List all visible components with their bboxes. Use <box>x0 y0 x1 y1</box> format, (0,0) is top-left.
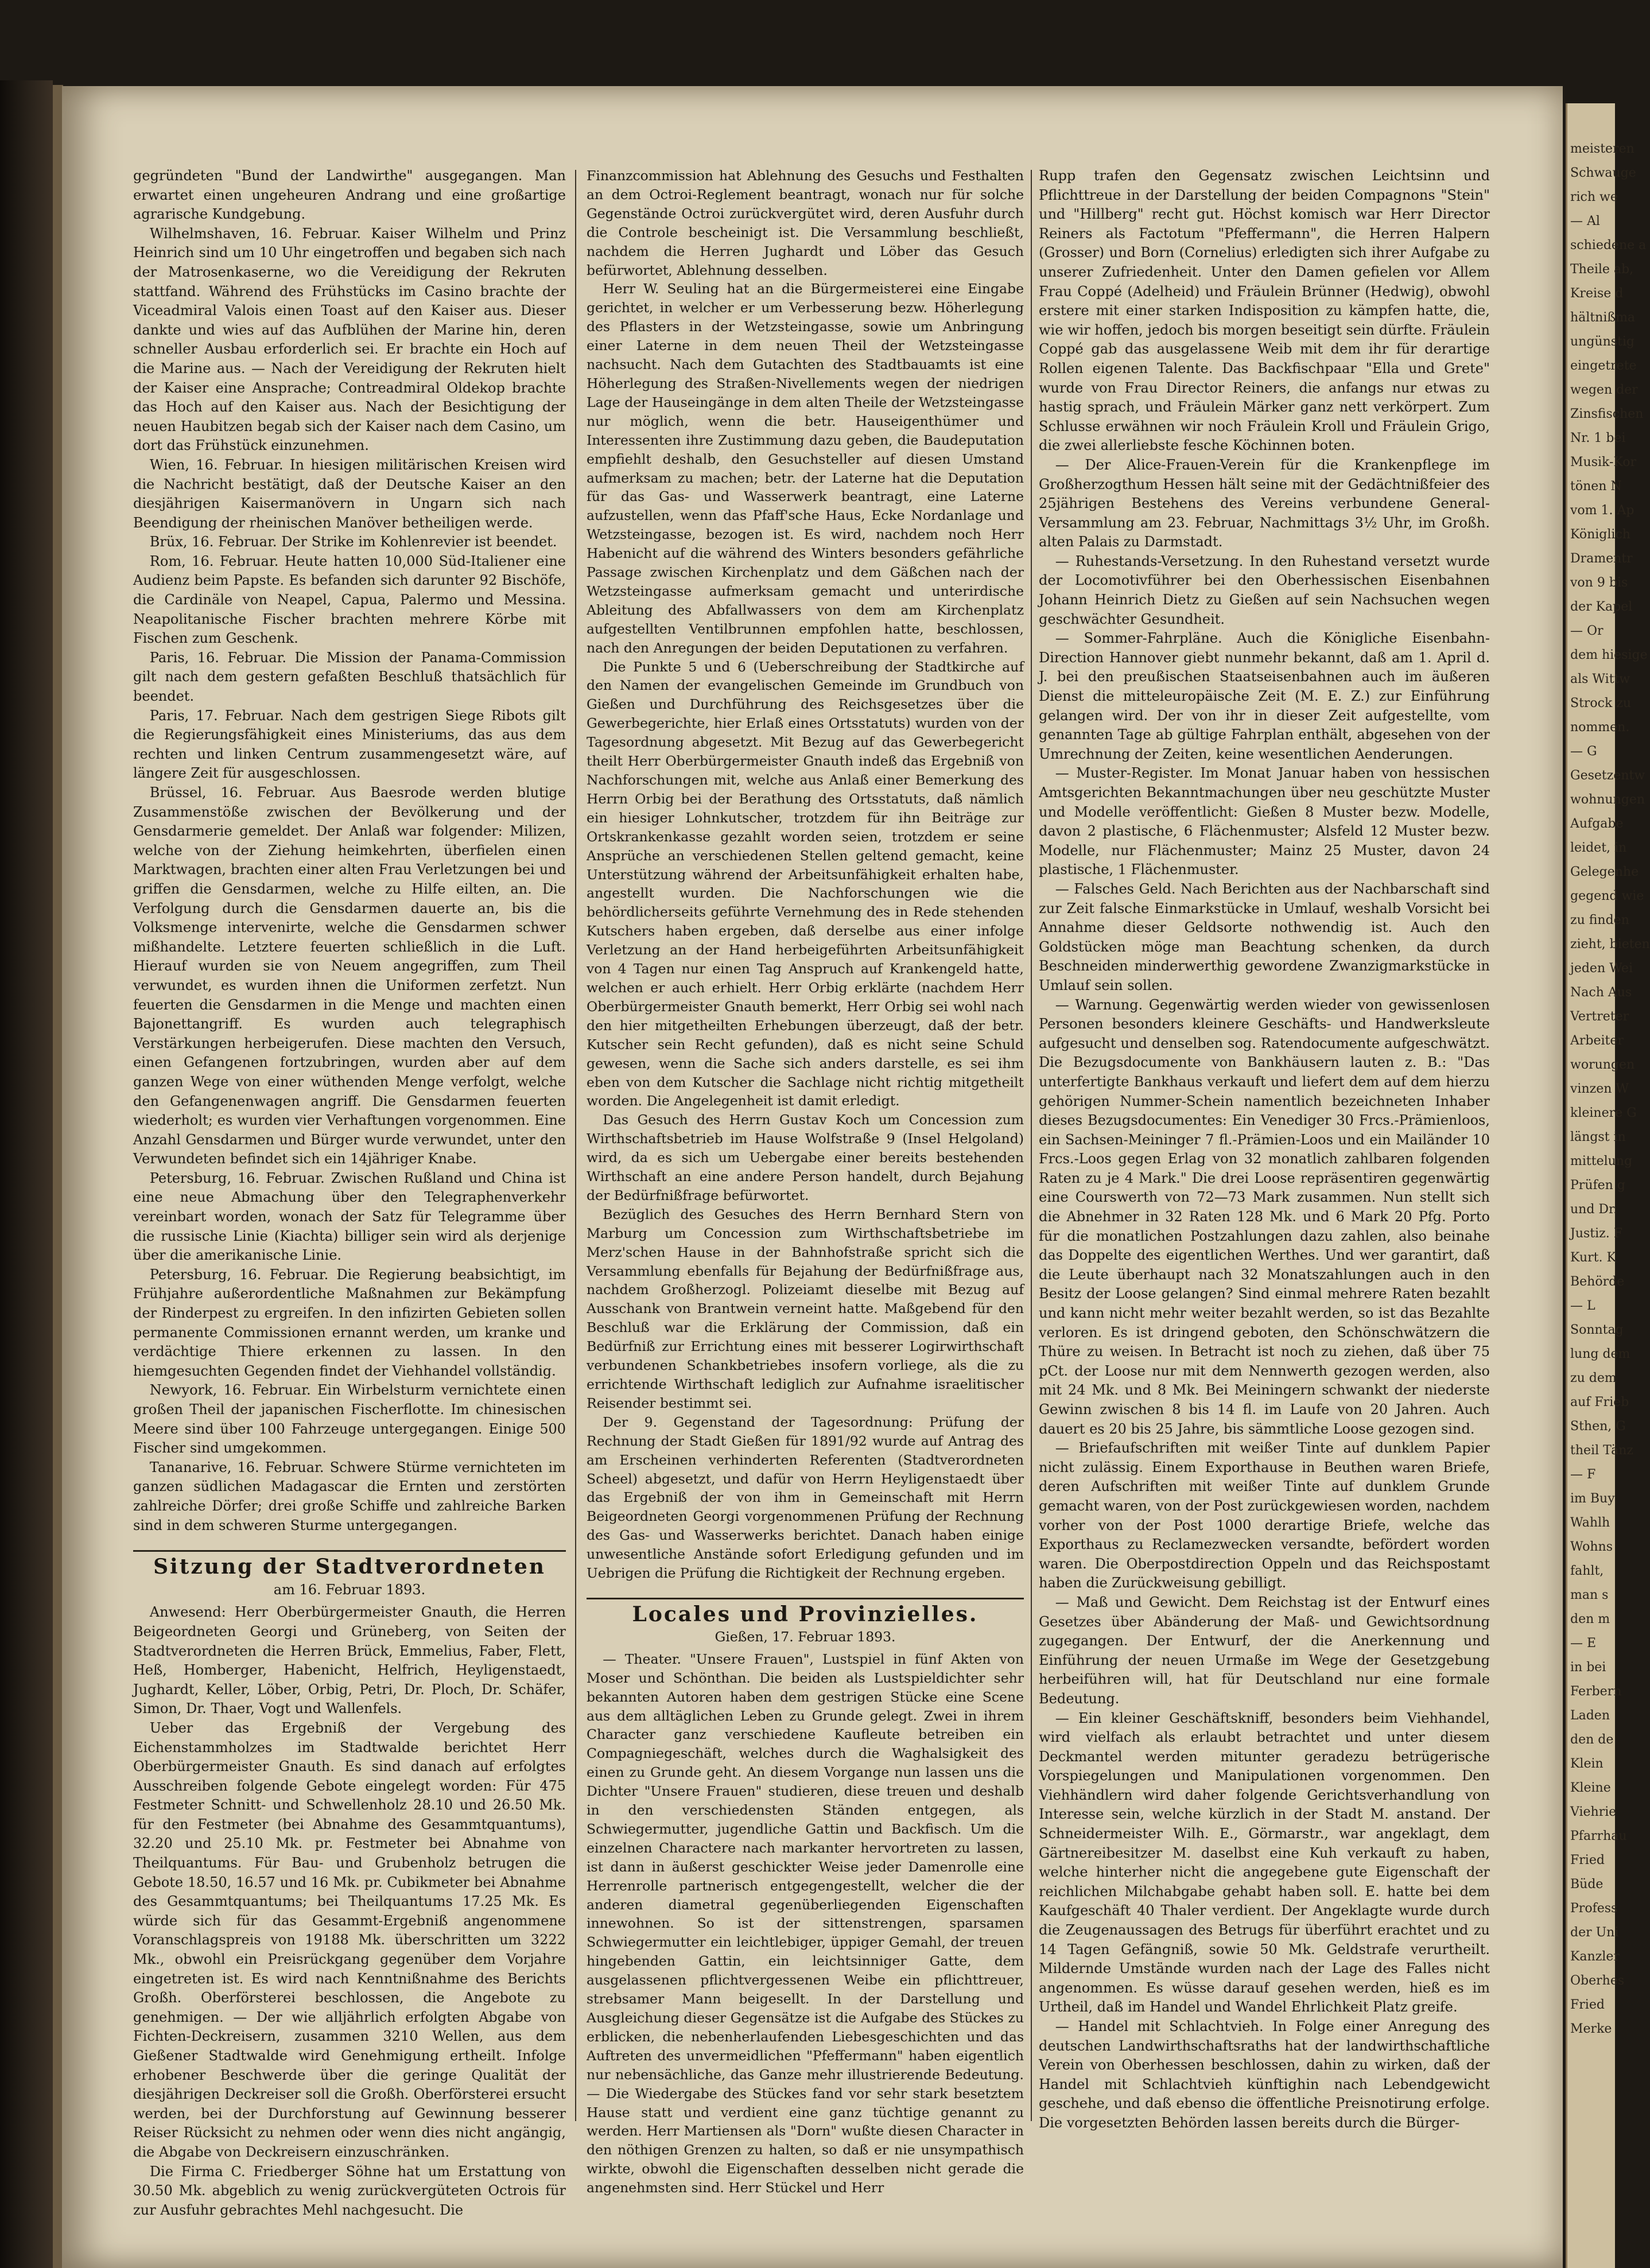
adjacent-page-fragment: Fried <box>1570 1853 1605 1867</box>
adjacent-page-fragment: vom 1. Ap <box>1570 503 1635 518</box>
section-dateline: Gießen, 17. Februar 1893. <box>715 1628 896 1645</box>
adjacent-page-fragment: Justiz. F <box>1570 1226 1622 1241</box>
adjacent-page-fragment: Ferbern <box>1570 1684 1622 1699</box>
adjacent-page-fragment: der Kapel <box>1570 600 1633 614</box>
adjacent-page-fragment: wohnungen <box>1570 793 1645 807</box>
adjacent-page-fragment: worungen <box>1570 1058 1635 1072</box>
news-item-briefaufschriften: — Briefaufschriften mit weißer Tinte auf dunklem Papier nicht zulässig. Einem Exporthause in Beuthen waren Briefe, deren Aufschriften mit weißer Tinte auf dunklem Grunde gemacht waren, von der Post zurückgewiesen worden, nachdem vorher von der Post 1000 derartige Briefe, welche das Exporthaus zu Reclamezwecken versandte, befördert worden waren. Die Oberpostdirection Oppeln und das Reichspostamt haben die Zurückweisung gebilligt. <box>1039 1440 1490 1591</box>
article-paragraph: Herr W. Seuling hat an die Bürgermeisterei eine Eingabe gerichtet, in welcher er um Verbesserung bezw. Höherlegung des Pflasters in der Wetzsteingasse, sowie um Anbringung einer Laterne in dem neuen Theil der Wetzsteingasse nachsucht. Nach dem Gutachten des Stadtbauamts ist eine Höherlegung des Straßen-Nivellements wegen der niedrigen Lage der Hauseingänge in dem alten Theile der Wetzsteingasse nur möglich, wenn die betr. Hauseigenthümer und Interessenten ihre Zustimmung dazu geben, die Baudeputation empfiehlt deshalb, den Gesuchsteller auf diesen Umstand aufmerksam zu machen; betr. der Laterne hat die Deputation für das Gas- und Wasserwerk beantragt, eine Laterne aufzustellen, wenn das Pfaff'sche Haus, Ecke Nordanlage und Wetzsteingasse, bezogen ist. Es wird, nachdem noch Herr Habenicht auf die während des Winters besonders gefährliche Passage zwischen Kirchenplatz und dem Gäßchen nach der Wetzsteingasse aufmerksam gemacht und unterirdische Ableitung des Abfallwassers von dem am Kirchenplatz aufgestellten Ventilbrunnen empfohlen hatte, beschlossen, nach den Anregungen der beiden Deputationen zu verfahren. <box>587 281 1024 656</box>
adjacent-page-fragment: von 9 bis <box>1570 576 1628 590</box>
news-item-schlachtvieh: — Handel mit Schlachtvieh. In Folge einer Anregung des deutschen Landwirthschaftsraths hat der landwirthschaftliche Verein von Oberhessen beschlossen, dahin zu wirken, daß der Handel mit Schlachtvieh künftighin nach Lebendgewicht geschehe, und daß ebenso die öffentliche Preisnotirung erfolge. Die vorgesetzten Behörden lassen bereits durch die Bürger- <box>1039 2018 1490 2131</box>
adjacent-page-fragment: tönen N <box>1570 479 1622 494</box>
adjacent-page-fragment: — G <box>1570 744 1597 759</box>
news-item-petersburg-2: Petersburg, 16. Februar. Die Regierung beabsichtigt, im Frühjahre außerordentliche Maßnahmen zur Bekämpfung der Rinderpest zu ergreifen. In den infizirten Gebieten sollen permanente Commissionen ernannt werden, um kranke und verdächtige Thiere erkennen zu lassen. In den hiemgesuchten Gegenden findet der Viehhandel vollständig. <box>133 1266 566 1379</box>
column-rule <box>1031 170 1032 2121</box>
adjacent-page-fragment: als Wittw <box>1570 672 1630 686</box>
section-heading: Sitzung der Stadtverordneten <box>133 1550 566 1577</box>
adjacent-page-fragment: — E <box>1570 1636 1597 1650</box>
adjacent-page-fragment: zieht, bieten <box>1570 937 1650 952</box>
adjacent-page-fragment: längst in <box>1570 1130 1626 1144</box>
news-item-paris-2: Paris, 17. Februar. Nach dem gestrigen Siege Ribots gilt die Regierungsfähigkeit eines Ministeriums, das aus dem rechten und linken Centrum zusammengesetzt wäre, auf längere Zeit für ausgeschlossen. <box>133 707 566 782</box>
adjacent-page-fragment: Schwauge <box>1570 166 1636 180</box>
column-1 <box>133 166 566 2220</box>
adjacent-page-fragment: vinzen W <box>1570 1082 1629 1096</box>
adjacent-page-fragment: Nr. 1 bei <box>1570 431 1626 445</box>
adjacent-page-fragment: der Uni <box>1570 1925 1619 1940</box>
article-paragraph: Bezüglich des Gesuches des Herrn Bernhard Stern von Marburg um Concession zum Wirthschaftsbetriebe im Merz'schen Hause in der Bahnhofstraße spricht sich die Versammlung ebenfalls für Bejahung der Bedürfnißfrage aus, nachdem Großherzogl. Polizeiamt dieselbe mit Bezug auf Ausschank von Brantwein verneint hatte. Maßgebend für den Beschluß war die Erklärung der Commission, daß ein Bedürfniß zur Errichtung eines mit besserer Logirwirthschaft verbundenen Schankbetriebes insofern vorliege, als die zu errichtende Wirthschaft lediglich zur Aufnahme israelitischer Reisender bestimmt sei. <box>587 1206 1024 1411</box>
adjacent-page-fragment: den m <box>1570 1612 1610 1626</box>
adjacent-page-fragment: Wahlh <box>1570 1516 1610 1530</box>
adjacent-page-fragment: Kurt. K <box>1570 1250 1616 1265</box>
book-binding <box>0 80 53 2268</box>
adjacent-page-fragment: lung dem <box>1570 1347 1630 1361</box>
adjacent-page-fragment: dem hiesige <box>1570 648 1648 662</box>
article-paragraph: Finanzcommission hat Ablehnung des Gesuchs und Festhalten an dem Octroi-Reglement beantragt, wonach nur für solche Gegenstände Octroi zurückvergütet wird, deren Ausfuhr durch die Controle bescheinigt ist. Die Versammlung beschließt, nachdem die Herren Jughardt und Löber das Gesuch befürwortet, Ablehnung desselben. <box>587 168 1024 278</box>
article-paragraph: Der 9. Gegenstand der Tagesordnung: Prüfung der Rechnung der Stadt Gießen für 1891/92 wurde auf Antrag des am Erscheinen verhinderten Referenten (Stadtverordneten Scheel) abgesetzt, und dafür von Herrn Heyligenstaedt über das Ergebniß der von ihm in Gemeinschaft mit Herrn Beigeordneten Georgi vorgenommenen Prüfung der Rechnung des Gas- und Wasserwerks berichtet. Danach haben einige unwesentliche Anstände sofort Erledigung gefunden und im Uebrigen die Prüfung die Richtigkeit der Rechnung ergeben. <box>587 1413 1024 1582</box>
adjacent-page-fragment: Vertreter <box>1570 1009 1629 1024</box>
adjacent-page-fragment: eingetrete <box>1570 359 1637 373</box>
adjacent-page-fragment: Prüfen g <box>1570 1178 1625 1193</box>
adjacent-page-fragment: schiedene a <box>1570 238 1647 253</box>
adjacent-page-fragment: Kanzler <box>1570 1949 1620 1964</box>
adjacent-page-fragment: fahlt, <box>1570 1564 1604 1578</box>
adjacent-page-fragment: Pfarrhau <box>1570 1829 1627 1843</box>
article-paragraph: Anwesend: Herr Oberbürgermeister Gnauth, die Herren Beigeordneten Georgi und Grüneberg, von Seiten der Stadtverordneten die Herren Brück, Emmelius, Faber, Flett, Heß, Homberger, Habenicht, Helfrich, Heyligenstaedt, Jughardt, Keller, Löber, Orbig, Petri, Dr. Ploch, Dr. Schäfer, Simon, Dr. Thaer, Vogt und Wallenfels. <box>133 1604 566 1717</box>
adjacent-page-fragment: Laden <box>1570 1708 1610 1723</box>
section-heading: Locales und Provinzielles. <box>587 1598 1024 1624</box>
adjacent-page-fragment: Dramentr <box>1570 552 1633 566</box>
news-item-newyork: Newyork, 16. Februar. Ein Wirbelsturm vernichtete einen großen Theil der japanischen Fischerflotte. Im chinesischen Meere sind über 100 Fahrzeuge untergegangen. Einige 500 Fischer sind umgekommen. <box>133 1382 566 1457</box>
adjacent-page-fragment: — L <box>1570 1299 1595 1313</box>
adjacent-page-fragment: mittelung <box>1570 1154 1633 1168</box>
adjacent-page-fragment: Königlich <box>1570 527 1630 542</box>
adjacent-page-fragment: theil Tänz <box>1570 1443 1634 1458</box>
section-dateline: am 16. Februar 1893. <box>273 1581 426 1598</box>
adjacent-page-fragment: — Al <box>1570 214 1600 228</box>
adjacent-page-fragment: Profess <box>1570 1901 1618 1916</box>
article-paragraph: Rupp trafen den Gegensatz zwischen Leichtsinn und Pflichttreue in der Darstellung der beiden Compagnons "Stein" und "Hillberg" recht gut. Höchst komisch war Herr Director Reiners als Factotum "Pfeffermann", die Herren Halpern (Grosser) und Born (Cornelius) erledigten sich ihrer Aufgabe zu unserer Zufriedenheit. Unter den Damen gefielen vor Allem Frau Coppé (Adelheid) und Fräulein Brünner (Hedwig), obwohl erstere mit einer starken Indisposition zu kämpfen hatte, die, wie wir hoffen, jedoch bis morgen beseitigt sein dürfte. Fräulein Coppé gab das ausgelassene Weib mit dem ihr für derartige Rollen eigenen Talente. Das Backfischpaar "Ella und Grete" wurde von Frau Director Reiners, die anfangs nur etwas zu hastig sprach, und Fräulein Märker ganz nett verkörpert. Zum Schlusse erwähnen wir noch Fräulein Kroll und Fräulein Grigo, die zwei allerliebste fesche Köchinnen boten. <box>1039 168 1490 454</box>
adjacent-page-fragment: Zinsfischen <box>1570 407 1644 421</box>
column-rule <box>575 170 576 2121</box>
adjacent-page-fragment: Wohns <box>1570 1540 1613 1554</box>
adjacent-page-fragment: ungünstig <box>1570 335 1635 349</box>
article-paragraph: Die Punkte 5 und 6 (Ueberschreibung der Stadtkirche auf den Namen der evangelischen Gemeinde im Grundbuch von Gießen und Durchführung des Reichsgesetzes über die Gewerbegerichte, hier Erlaß eines Ortsstatuts) wurden von der Tagesordnung abgesetzt. Mit Bezug auf das Gewerbegericht theilt Herr Oberbürgermeister Gnauth indeß das Ergebniß von Nachforschungen mit, welche aus Anlaß einer Bemerkung des Herrn Orbig bei der Berathung des Ortsstatuts, daß nämlich ein hiesiger Lohnkutscher, trotzdem für ihn Beiträge zur Ortskrankenkasse gezahlt worden seien, trotzdem er seine Ansprüche an verschiedenen Stellen geltend gemacht, keine Unterstützung während der Arbeitsunfähigkeit erhalten habe, angestellt wurden. Die Nachforschungen wie die behördlicherseits geführte Vernehmung des in Rede stehenden Kutschers haben ergeben, daß derselbe aus einer infolge Verletzung an der Hand herbeigeführten Arbeitsunfähigkeit von 4 Tagen nur einen Tag Anspruch auf Krankengeld hatte, welchen er auch erhielt. Herr Orbig erklärte (nachdem Herr Oberbürgermeister Gnauth bemerkt, Herr Orbig sei wohl nach den hier mitgetheilten Erhebungen überzeugt, daß der betr. Kutscher sein Recht gefunden), daß es nicht seine Schuld gewesen, wenn die Sache sich anders darstelle, es sei ihm eben von dem Kutscher die Sachlage nicht richtig mitgetheilt worden. Die Angelegenheit ist damit erledigt. <box>587 658 1024 1109</box>
adjacent-page-fragment: man s <box>1570 1588 1609 1602</box>
adjacent-page-fragment: Arbeiter <box>1570 1034 1624 1048</box>
adjacent-page-fragment: zu dem <box>1570 1371 1617 1385</box>
news-item-falsches-geld: — Falsches Geld. Nach Berichten aus der Nachbarschaft sind zur Zeit falsche Einmarkstücke in Umlauf, weshalb Vorsicht bei Annahme dieser Geldsorte nothwendig ist. Auch den Goldstücken möge man Beachtung schenken, da durch Beschneiden minderwerthig gewordene Zwanzigmarkstücke in Umlauf sein sollen. <box>1039 880 1490 993</box>
adjacent-page-fragment: Fried <box>1570 1998 1605 2012</box>
adjacent-page-fragment: Klein <box>1570 1757 1604 1771</box>
adjacent-page-fragment: hältnißma <box>1570 310 1636 325</box>
news-item-muster-register: — Muster-Register. Im Monat Januar haben von hessischen Amtsgerichten Bekanntmachungen über neu geschützte Muster und Modelle veröffentlicht: Gießen 8 Muster bezw. Modelle, davon 2 plastische, 6 Flächenmuster; Alsfeld 12 Muster bezw. Modelle, nur Flächenmuster; Mainz 25 Muster, davon 24 plastische, 1 Flächenmuster. <box>1039 765 1490 878</box>
article-paragraph: — Theater. "Unsere Frauen", Lustspiel in fünf Akten von Moser und Schönthan. Die beiden als Lustspieldichter sehr bekannten Autoren haben dem gestrigen Stücke eine Scene aus dem alltäglichen Leben zu Grunde gelegt. Zwei in ihrem Character ganz verschiedene Kaufleute betreiben ein Compagniegeschäft, welches durch die Waghalsigkeit des einen zu Grunde geht. An diesem Vorgange nun lassen uns die Dichter "Unsere Frauen" studieren, diese treuen und deshalb in den verschiedensten Ständen entgegen, als Schwiegermutter, jugendliche Gattin und Backfisch. Um die einzelnen Charactere nach markanter hervortreten zu lassen, ist dann in äußerst geschickter Weise jeder Damenrolle eine Herrenrolle partnerisch entgegengestellt, welcher die der anderen diametral gegenüberliegenden Eigenschaften innewohnen. So ist der sittenstrengen, sparsamen Schwiegermutter ein leichtlebiger, üppiger Gemahl, der treuen hingebenden Gattin, ein leichtsinniger Gatte, dem ausgelassenen pflichtvergessenen Weibe ein pflichttreuer, strebsamer Mann beigesellt. In der Darstellung und Ausgleichung dieser Gegensätze ist die Aufgabe des Stückes zu erblicken, die nebenherlaufenden Liebesgeschichten und das Auftreten des unvermeidlichen "Pfeffermann" haben eigentlich nur nebensächliche, das Ganze mehr illustrierende Bedeutung. — Die Wiedergabe des Stückes fand vor sehr stark besetztem Hause statt und verdient eine ganz tüchtige genannt zu werden. Herr Martiensen als "Dorn" wußte diesen Character in den nöthigen Grenzen zu halten, so daß er nie unsympathisch wirkte, obwohl die Eigenschaften desselben nicht gerade die angenehmsten sind. Herr Stückel und Herr <box>587 1650 1024 2196</box>
adjacent-page-fragment: — F <box>1570 1467 1596 1482</box>
adjacent-page-fragment: gegend wie <box>1570 889 1644 903</box>
adjacent-page-fragment: Aufgabe <box>1570 817 1624 831</box>
adjacent-page-fragment: Gesetzentw <box>1570 768 1645 783</box>
adjacent-page-fragment: Behörde <box>1570 1275 1625 1289</box>
adjacent-page-fragment: Gelegenhe <box>1570 865 1639 879</box>
adjacent-page-fragment: Kleine <box>1570 1781 1611 1795</box>
adjacent-page-fragment: Musik-Kor <box>1570 455 1637 469</box>
adjacent-page-fragment: auf Frieb <box>1570 1395 1629 1409</box>
adjacent-page-fragment: Strock zu <box>1570 696 1632 710</box>
news-item-alice-frauen-verein: — Der Alice-Frauen-Verein für die Krankenpflege im Großherzogthum Hessen hält seine mit der Gedächtnißfeier des 25jährigen Bestehens des Vereins verbundene General-Versammlung am 23. Februar, Nachmittags 3½ Uhr, im Großh. alten Palais zu Darmstadt. <box>1039 456 1490 550</box>
article-paragraph: Ueber das Ergebniß der Vergebung des Eichenstammholzes im Stadtwalde berichtet Herr Oberbürgermeister Gnauth. Es sind danach auf erfolgtes Ausschreiben folgende Gebote eingelegt worden: Für 475 Festmeter Schnitt- und Schwellenholz 28.10 und 26.50 Mk. für den Festmeter (bei Abnahme des Gesammtquantums), 32.20 und 25.10 Mk. pr. Festmeter bei Abnahme von Theilquantums. Für Bau- und Grubenholz betrugen die Gebote 18.50, 16.57 und 16 Mk. pr. Cubikmeter bei Abnahme des Gesammtquantums; bei Theilquantums 17.25 Mk. Es würde sich für das Gesammt-Ergebniß angenommene Voranschlagspreis von 19188 Mk. überschritten um 3222 Mk., obwohl ein Preisrückgang gegenüber dem Vorjahre eingetreten ist. Es wird nach Kenntnißnahme des Berichts Großh. Oberförsterei beschlossen, die Angebote zu genehmigen. — Der wie alljährlich erfolgten Abgabe von Fichten-Deckreisern, zusammen 3210 Wellen, aus dem Gießener Stadtwalde wird Genehmigung ertheilt. Infolge erhobener Beschwerde über die geringe Qualität der diesjährigen Deckreiser soll die Großh. Oberförsterei ersucht werden, bei der Durchforstung auf Gewinnung besserer Reiser Rücksicht zu nehmen oder wenn dies nicht angängig, die Abgabe von Deckreisern einzuschränken. <box>133 1719 566 2160</box>
adjacent-page-fragment: — Or <box>1570 624 1604 638</box>
news-item-tananarive: Tananarive, 16. Februar. Schwere Stürme vernichteten im ganzen südlichen Madagascar die Ernten und zerstörten zahlreiche Dörfer; drei große Schiffe und zahlreiche Barken sind in dem schweren Sturme untergegangen. <box>133 1459 566 1533</box>
column-3 <box>1039 166 1490 2133</box>
news-item-petersburg: Petersburg, 16. Februar. Zwischen Rußland und China ist eine neue Abmachung über den Telegraphenverkehr vereinbart worden, wonach der Satz für Telegramme über die russische Linie (Kiachta) billiger sein wird als derjenige über die amerikanische Linie. <box>133 1170 566 1264</box>
column-2 <box>587 166 1024 2197</box>
adjacent-page-fragment: Viehrie <box>1570 1805 1617 1819</box>
adjacent-page-fragment: Sonntag <box>1570 1323 1624 1337</box>
article-paragraph: Die Firma C. Friedberger Söhne hat um Erstattung von 30.50 Mk. abgeblich zu wenig zurückvergüteten Octrois für zur Ausfuhr gebrachtes Mehl nachgesucht. Die <box>133 2163 566 2218</box>
adjacent-page-fragment: zu finden <box>1570 913 1629 927</box>
adjacent-page-fragment: nommen. <box>1570 720 1630 735</box>
adjacent-page-fragment: und Dr. <box>1570 1202 1618 1217</box>
news-item-ruhestand: — Ruhestands-Versetzung. In den Ruhestand versetzt wurde der Locomotivführer bei den Oberhessischen Eisenbahnen Johann Heinrich Dietz zu Gießen auf sein Nachsuchen wegen geschwächter Gesundheit. <box>1039 553 1490 627</box>
news-item-geschaeftskniff: — Ein kleiner Geschäftskniff, besonders beim Viehhandel, wird vielfach als erlaubt betrachtet und unter diesem Deckmantel werden mitunter geradezu betrügerische Vorspiegelungen und Manipulationen vorgenommen. Den Viehhändlern wird daher folgende Gerichtsverhandlung von Interesse sein, welche kürzlich in der Stadt M. anstand. Der Schneidermeister Wilh. E., Görmarstr., war angeklagt, dem Gärtnereibesitzer M. daselbst eine Kuh verkauft zu haben, welche hinterher nicht die angegebene gute Eigenschaft der reichlichen Milchabgabe gehabt haben soll. E. hatte bei dem Kaufgeschäft 40 Thaler verdient. Der Angeklagte wurde durch die Zeugenaussagen des Betrugs für überführt erachtet und zu 14 Tagen Gefängniß, sowie 50 Mk. Geldstrafe verurtheilt. Mildernde Umstände wurden nach der Lage des Falles nicht angenommen. Es wüsse darauf gesehen werden, hieß es im Urtheil, daß im Handel und Wandel Ehrlichkeit Platz greife. <box>1039 1710 1490 2015</box>
adjacent-page-fragment: meisteren <box>1570 142 1635 156</box>
article-paragraph: gegründeten "Bund der Landwirthe" ausgegangen. Man erwartet einen ungeheuren Andrang und eine großartige agrarische Kundgebung. <box>133 168 566 223</box>
news-item-warnung: — Warnung. Gegenwärtig werden wieder von gewissenlosen Personen besonders kleinere Geschäfts- und Handwerksleute aufgesucht und denselben sog. Ratendocumente aufgeschwätzt. Die Bezugsdocumente von Bankhäusern lauten z. B.: "Das unterfertigte Bankhaus verkauft und liefert dem auf dem hierzu gehörigen Nummer-Schein namentlich bezeichneten Inhaber dieses Bezugsdocumentes: Ein Venediger 30 Frcs.-Prämienloos, ein Sachsen-Meininger 7 fl.-Prämien-Loos und ein Mailänder 10 Frcs.-Loos gegen Erlag von 32 monatlich zahlbaren folgenden Raten zu je 4 Mark." Die drei Loose repräsentiren gegenwärtig eine Courswerth von 72—73 Mark zusammen. Nun stellt sich die Abnehmer in 32 Raten 128 Mk. und 6 Mark 20 Pfg. Porto für die monatlichen Postzahlungen dazu zahlen, also beinahe das Doppelte des eigentlichen Werthes. Und wer garantirt, daß die Leute überhaupt nach 32 Monatszahlungen auch in den Besitz der Loose gelangen? Sind einmal mehrere Raten bezahlt und kann nicht mehr weiter bezahlt werden, so ist das Bezahlte verloren. Es ist dringend geboten, den Schönschwätzern die Thüre zu weisen. In Betracht ist noch zu ziehen, daß über 75 pCt. der Loose nur mit dem Nennwerth gezogen werden, also mit 24 Mk. und 8 Mk. Bei Meiningern schwankt der niederste Gewinn zwischen 8 bis 14 fl. im Laufe von 20 Jahren. Auch dauert es 20 bis 25 Jahre, bis sämmtliche Loose gezogen sind. <box>1039 996 1490 1437</box>
adjacent-page-fragment: Büde <box>1570 1877 1604 1892</box>
article-paragraph: Das Gesuch des Herrn Gustav Koch um Concession zum Wirthschaftsbetrieb im Hause Wolfstraße 9 (Insel Helgoland) wird, da es sich um Uebergabe einer bereits bestehenden Wirthschaft an eine andere Person handelt, durch Bejahung der Bedürfnißfrage befürwortet. <box>587 1112 1024 1203</box>
adjacent-page-fragment: im Buy <box>1570 1492 1615 1506</box>
news-item-wien: Wien, 16. Februar. In hiesigen militärischen Kreisen wird die Nachricht bestätigt, daß der Deutsche Kaiser an den diesjährigen Kaisermanövern in Ungarn sich nach Beendigung der rheinischen Manöver betheiligen werde. <box>133 456 566 531</box>
adjacent-page-fragment: den de <box>1570 1733 1614 1747</box>
news-item-paris: Paris, 16. Februar. Die Mission der Panama-Commission gilt nach dem gestern gefaßten Beschluß thatsächlich für beendet. <box>133 649 566 705</box>
news-item-wilhelmshaven: Wilhelmshaven, 16. Februar. Kaiser Wilhelm und Prinz Heinrich sind um 10 Uhr eingetroffen und begaben sich nach der Matrosenkaserne, wo die Vereidigung der Rekruten stattfand. Während des Frühstücks im Casino brachte der Viceadmiral Valois einen Toast auf den Kaiser aus. Dieser dankte und wies auf das Aufblühen der Marine hin, deren schneller Ausbau erforderlich sei. Er brachte ein Hoch auf die Marine aus. — Nach der Vereidigung der Rekruten hielt der Kaiser eine Ansprache; Contreadmiral Oldekop brachte das Hoch auf den Kaiser aus. Nach der Besichtigung der neuen Haubitzen begab sich der Kaiser nach dem Casino, um dort das Frühstück einzunehmen. <box>133 225 566 454</box>
adjacent-page-fragment: wegen der <box>1570 383 1638 397</box>
adjacent-page-fragment: Nach Aus <box>1570 985 1632 1000</box>
adjacent-page-fragment: kleinere G <box>1570 1106 1637 1120</box>
adjacent-page-fragment: Sthen, G <box>1570 1419 1626 1434</box>
news-item-sommer-fahrplaene: — Sommer-Fahrpläne. Auch die Königliche Eisenbahn-Direction Hannover giebt nunmehr bekannt, daß am 1. April d. J. bei den preußischen Staatseisenbahnen auch im äußeren Dienst die mitteleuropäische Zeit (M. E. Z.) zur Einführung gelangen wird. Der von ihr in dieser Zeit aufgestellte, vom genannten Tage ab gültige Fahrplan enthält, abgesehen von der Umrechnung der Zeiten, keine wesentlichen Aenderungen. <box>1039 630 1490 762</box>
adjacent-page-fragment: Oberhes <box>1570 1974 1625 1988</box>
adjacent-page-fragment: in bei <box>1570 1660 1606 1675</box>
news-item-mass-und-gewicht: — Maß und Gewicht. Dem Reichstag ist der Entwurf eines Gesetzes über Abänderung der Maß- und Gewichtsordnung zugegangen. Der Entwurf, der die Anerkennung und Einführung der neuen Urmaße im Wege der Gesetzgebung herbeiführen will, hat für Deutschland nur eine formale Bedeutung. <box>1039 1594 1490 1707</box>
adjacent-page-fragment: Theile ab, <box>1570 262 1634 277</box>
news-item-brux: Brüx, 16. Februar. Der Strike im Kohlenrevier ist beendet. <box>149 534 557 550</box>
adjacent-page-fragment: Kreise d <box>1570 286 1624 301</box>
adjacent-page-fragment: jeden Wei <box>1570 961 1633 976</box>
adjacent-page-fragment: leidet, in <box>1570 841 1627 855</box>
news-item-rom: Rom, 16. Februar. Heute hatten 10,000 Süd-Italiener eine Audienz beim Papste. Es befanden sich darunter 92 Bischöfe, die Cardinäle von Neapel, Capua, Palermo und Messina. Neapolitanische Fischer brachten mehrere Körbe mit Fischen zum Geschenk. <box>133 553 566 647</box>
news-item-brussel: Brüssel, 16. Februar. Aus Baesrode werden blutige Zusammenstöße zwischen der Bevölkerung und der Gensdarmerie gemeldet. Der Anlaß war folgender: Milizen, welche von der Ziehung heimkehrten, überfielen einen Marktwagen, brachten einer alten Frau Verletzungen bei und griffen die Gensdarmen, welche zu Hilfe eilten, an. Die Verfolgung durch die Gensdarmen dauerte an, bis die Volksmenge intervenirte, welche die Gensdarmen schwer mißhandelte. Letztere feuerten schließlich in die Luft. Hierauf wurden sie von Neuem angegriffen, zum Theil verwundet, es wurden ihnen die Uniformen zerfetzt. Nun feuerten die Gensdarmen in die Menge und machten einen Bajonettangriff. Es wurden auch telegraphisch Verstärkungen herbeigerufen. Diese machten den Versuch, einen Gefangenen fortzubringen, wurden aber auf dem ganzen Wege von einer wüthenden Menge verfolgt, welche den Gefangenenwagen angriff. Die Gensdarmen feuerten wiederholt; es wurden vier Verhaftungen vorgenommen. Eine Anzahl Gensdarmen und Bürger wurde verwundet, unter den Verwundeten befindet sich ein 14jähriger Knabe. <box>133 785 566 1167</box>
adjacent-page-fragment: rich we <box>1570 190 1618 204</box>
adjacent-page-fragment: Merke <box>1570 2022 1612 2036</box>
